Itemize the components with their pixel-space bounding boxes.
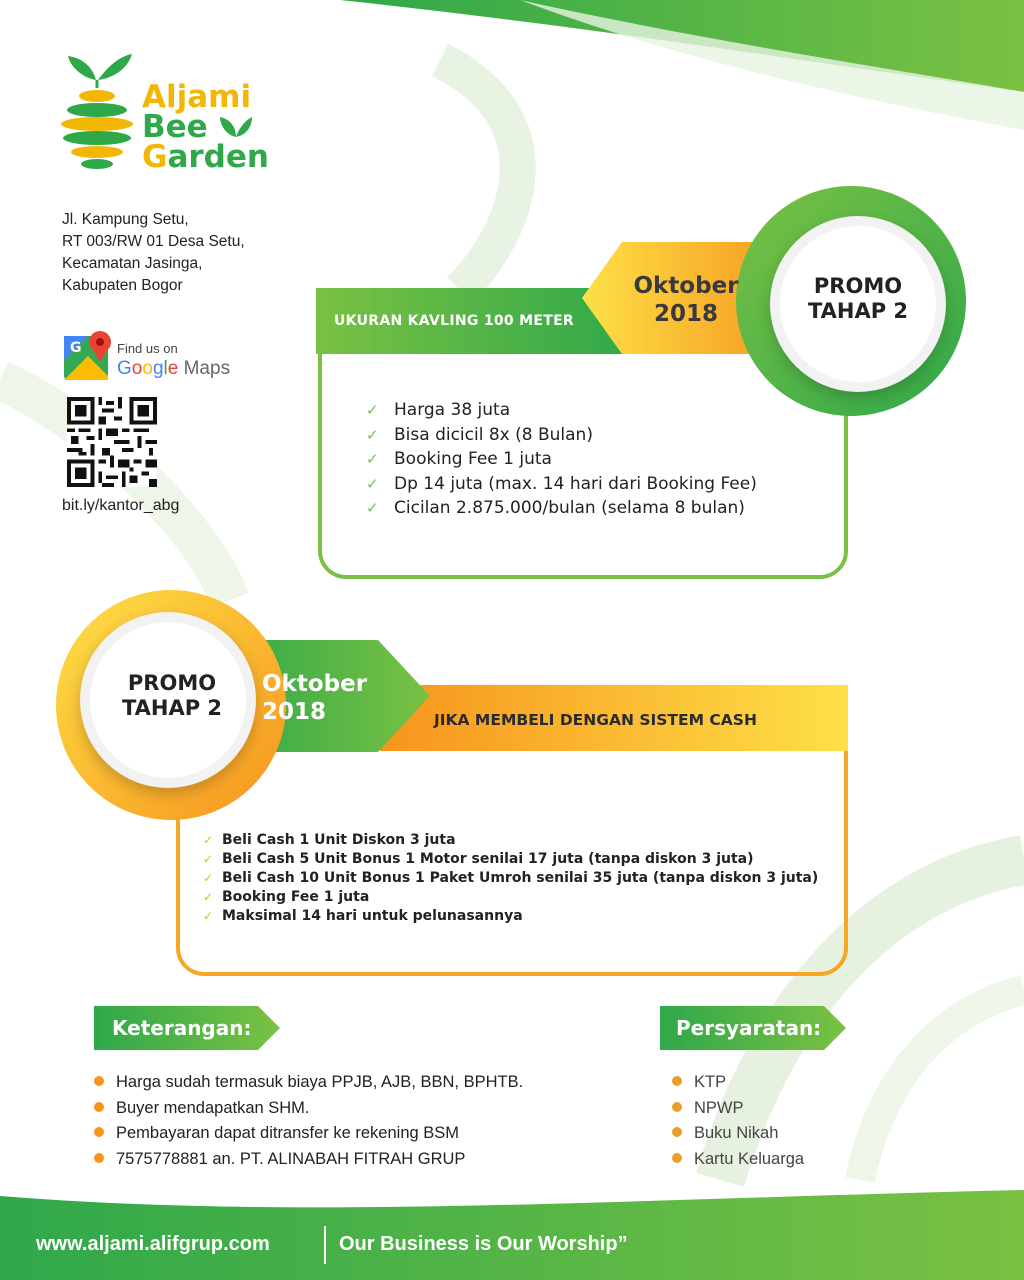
bullet-icon (94, 1076, 104, 1086)
list-item: Buku Nikah (672, 1121, 804, 1147)
check-icon: ✓ (366, 401, 379, 419)
leaf-icon (218, 115, 254, 139)
bullet-icon (94, 1102, 104, 1112)
footer-tagline: Our Business is Our Worship” (339, 1233, 628, 1255)
list-item: Pembayaran dapat ditransfer ke rekening BSM (94, 1121, 523, 1147)
check-icon: ✓ (203, 909, 214, 923)
maps-google-label: Google Maps (117, 358, 231, 379)
brand-line-3-rest: arden (167, 139, 269, 175)
list-item: ✓ Dp 14 juta (max. 14 hari dari Booking Fee) (366, 472, 757, 497)
promo2-title (94, 671, 250, 721)
promo2-year: 2018 (262, 699, 327, 725)
bullet-icon (672, 1102, 682, 1112)
bullet-icon (672, 1153, 682, 1163)
check-icon: ✓ (203, 833, 214, 847)
list-item: 7575778881 an. PT. ALINABAH FITRAH GRUP (94, 1147, 523, 1173)
bee-hive-logo-icon (52, 50, 140, 178)
office-address (62, 209, 245, 297)
svg-text:G: G (70, 340, 82, 356)
promo2-banner-text: JIKA MEMBELI DENGAN SISTEM CASH (434, 711, 757, 729)
brand-line-3-first-letter: G (142, 139, 168, 175)
list-item: ✓ Harga 38 juta (366, 398, 757, 423)
maps-word: Maps (183, 358, 231, 379)
bullet-icon (672, 1076, 682, 1086)
google-maps-badge[interactable] (62, 330, 242, 386)
list-item: ✓ Beli Cash 10 Unit Bonus 1 Paket Umroh senilai 35 juta (tanpa diskon 3 juta) (203, 870, 819, 886)
promo1-title-line1: PROMO (813, 274, 903, 298)
bullet-icon (94, 1153, 104, 1163)
check-icon: ✓ (203, 871, 214, 885)
list-item: ✓ Bisa dicicil 8x (8 Bulan) (366, 423, 757, 448)
list-item: ✓ Maksimal 14 hari untuk pelunasannya (203, 908, 523, 924)
promo1-banner-text: UKURAN KAVLING 100 METER (334, 313, 575, 329)
promo2-list (203, 831, 818, 926)
address-line: Kecamatan Jasinga, (62, 255, 203, 272)
footer-website-link[interactable]: www.aljami.alifgrup.com (36, 1233, 270, 1255)
promo1-year: 2018 (653, 301, 718, 327)
list-item: ✓ Beli Cash 1 Unit Diskon 3 juta (203, 832, 456, 848)
address-line: Jl. Kampung Setu, (62, 211, 189, 228)
bullet-icon (672, 1127, 682, 1137)
promo1-title (780, 274, 936, 324)
list-item: ✓ Booking Fee 1 juta (366, 447, 757, 472)
list-item: ✓ Booking Fee 1 juta (203, 889, 370, 905)
brand-line-2: Bee (142, 109, 208, 145)
qr-code-icon[interactable] (66, 397, 158, 487)
keterangan-title: Keterangan: (112, 1016, 252, 1040)
brand-name (142, 79, 269, 175)
persyaratan-title: Persyaratan: (676, 1016, 822, 1040)
list-item: ✓ Cicilan 2.875.000/bulan (selama 8 bulan) (366, 496, 757, 521)
promo2-month: Oktober (262, 671, 368, 697)
list-item: Kartu Keluarga (672, 1147, 804, 1173)
promo2-title-line1: PROMO (127, 671, 217, 695)
maps-find-label: Find us on (117, 341, 178, 356)
address-line: Kabupaten Bogor (62, 277, 183, 294)
list-item: Harga sudah termasuk biaya PPJB, AJB, BBN, BPHTB. (94, 1070, 523, 1096)
list-item: NPWP (672, 1096, 804, 1122)
promo1-list (366, 398, 757, 521)
check-icon: ✓ (366, 425, 379, 444)
footer-divider (324, 1226, 326, 1264)
check-icon: ✓ (366, 474, 379, 493)
bullet-icon (94, 1127, 104, 1137)
promo1-title-line2: TAHAP 2 (807, 299, 909, 323)
persyaratan-list (672, 1070, 804, 1172)
check-icon: ✓ (203, 890, 214, 904)
check-icon: ✓ (366, 499, 379, 517)
promo1-month: Oktober (633, 273, 739, 299)
address-line: RT 003/RW 01 Desa Setu, (62, 233, 245, 250)
promo2-date (262, 670, 367, 726)
keterangan-list (94, 1070, 523, 1172)
check-icon: ✓ (366, 450, 379, 468)
list-item: KTP (672, 1070, 804, 1096)
promo2-title-line2: TAHAP 2 (121, 696, 223, 720)
list-item: ✓ Beli Cash 5 Unit Bonus 1 Motor senilai 17 juta (tanpa diskon 3 juta) (203, 851, 754, 867)
brand-line-1: Aljami (142, 79, 252, 115)
google-maps-icon (62, 330, 114, 384)
promo1-date (620, 272, 752, 328)
check-icon: ✓ (203, 852, 214, 866)
office-shortlink[interactable]: bit.ly/kantor_abg (62, 497, 180, 514)
list-item: Buyer mendapatkan SHM. (94, 1096, 523, 1122)
